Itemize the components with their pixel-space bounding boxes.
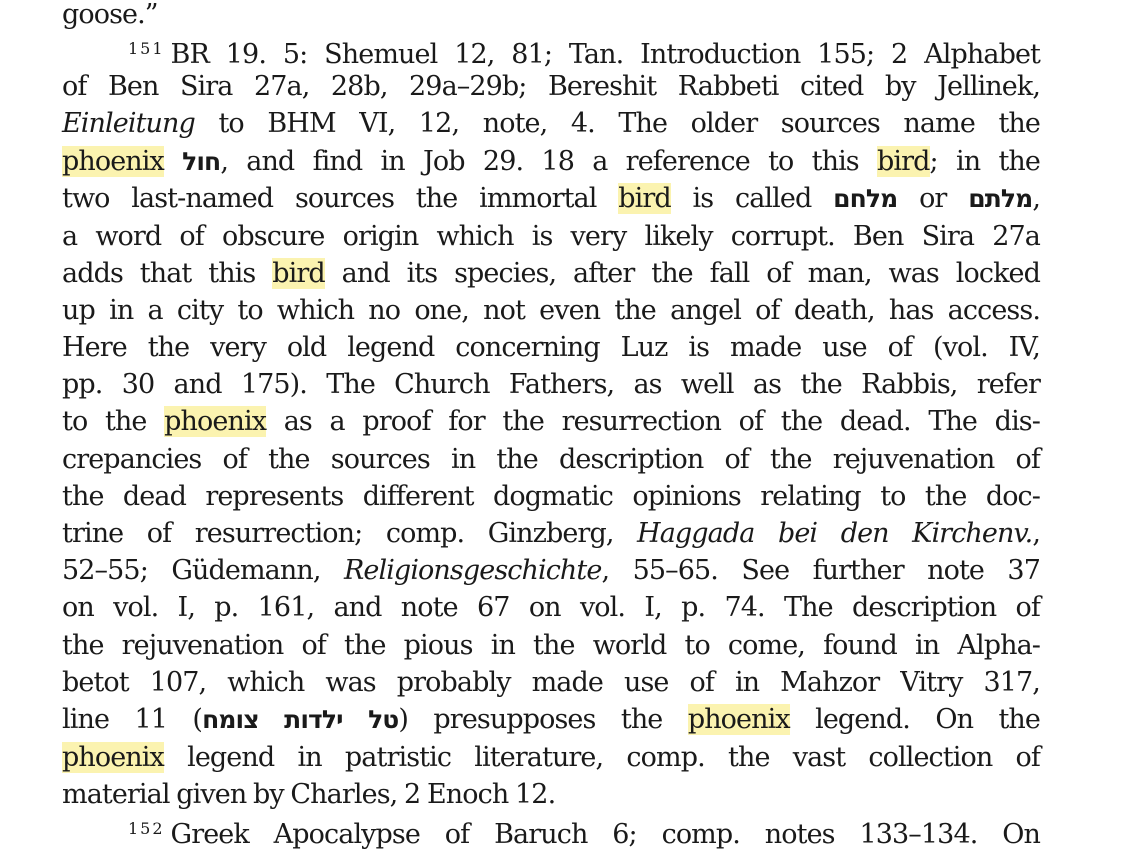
text-segment: to BHM VI, 12, note, 4. The older sources name the	[194, 108, 1040, 139]
text-segment: two last-named sources the immortal	[62, 183, 619, 214]
text-segment: the dead represents different dogmatic opinions relating to the doc-	[62, 481, 1040, 512]
highlighted-term: phoenix	[62, 146, 164, 177]
text-line	[62, 515, 1040, 552]
text-segment: betot 107, which was probably made use of in Mahzor Vitry 317,	[62, 667, 1040, 698]
italic-title: Religionsgeschichte	[343, 555, 602, 586]
text-segment: ,	[1032, 183, 1040, 214]
text-segment: as a proof for the resurrection of the dead. The dis-	[266, 406, 1040, 437]
text-segment: pp. 30 and 175). The Church Fathers, as well as the Rabbis, refer	[62, 369, 1040, 400]
italic-title: Einleitung	[62, 108, 195, 139]
highlighted-term: bird	[272, 258, 325, 289]
text-segment: Here the very old legend concerning Luz is made use of (vol. IV,	[62, 332, 1040, 363]
text-line	[62, 292, 1040, 329]
text-segment: ) presupposes the	[398, 704, 688, 735]
highlighted-term: bird	[877, 146, 930, 177]
text-segment: ; in the	[929, 146, 1040, 177]
hebrew-term: טל ילדות צומח	[202, 705, 399, 734]
text-segment: legend in patristic literature, comp. the vast collection of	[163, 742, 1040, 773]
text-line	[62, 441, 1040, 478]
text-segment: ,	[1032, 518, 1040, 549]
text-segment: goose.”	[62, 0, 158, 30]
text-line	[62, 0, 1040, 33]
text-line	[62, 776, 1040, 813]
text-segment: or	[897, 183, 969, 214]
text-line	[62, 627, 1040, 664]
text-line	[62, 701, 1040, 738]
text-segment: to the	[62, 406, 165, 437]
text-line	[62, 478, 1040, 515]
text-line	[62, 589, 1040, 626]
text-segment: , 55–65. See further note 37	[601, 555, 1040, 586]
hebrew-term: מלתם	[968, 184, 1033, 213]
text-segment: on vol. I, p. 161, and note 67 on vol. I, p. 74. The description of	[62, 592, 1040, 623]
text-line	[62, 68, 1040, 105]
text-line	[62, 218, 1040, 255]
highlighted-term: phoenix	[62, 742, 164, 773]
text-segment: Greek Apocalypse of Baruch 6; comp. notes 133–134. On	[170, 819, 1040, 850]
text-segment: adds that this	[62, 258, 273, 289]
text-segment: material given by Charles, 2 Enoch 12.	[62, 779, 556, 810]
text-line	[62, 180, 1040, 217]
italic-title: Haggada bei den Kirchenv.	[637, 518, 1033, 549]
footnote-number: 152	[128, 819, 165, 838]
text-segment	[164, 146, 182, 177]
text-segment: the rejuvenation of the pious in the world to come, found in Alpha-	[62, 630, 1040, 661]
text-line	[62, 552, 1040, 589]
highlighted-term: phoenix	[164, 406, 267, 437]
text-segment: of Ben Sira 27a, 28b, 29a–29b; Bereshit Rabbeti cited by Jellinek,	[62, 71, 1040, 102]
text-line	[62, 105, 1040, 142]
text-segment: trine of resurrection; comp. Ginzberg,	[62, 518, 638, 549]
highlighted-term: bird	[618, 183, 671, 214]
text-segment: a word of obscure origin which is very likely corrupt. Ben Sira 27a	[62, 221, 1040, 252]
text-line	[62, 329, 1040, 366]
text-segment: legend. On the	[789, 704, 1041, 735]
hebrew-term: מלחם	[833, 184, 898, 213]
text-segment: and its species, after the fall of man, was locked	[324, 258, 1040, 289]
text-segment: 52–55; Güdemann,	[62, 555, 344, 586]
highlighted-term: phoenix	[687, 704, 790, 735]
footnote-151-start	[128, 30, 1040, 70]
text-segment: line 11 (	[62, 704, 203, 735]
text-line	[62, 255, 1040, 292]
text-segment: BR 19. 5: Shemuel 12, 81; Tan. Introduction 155; 2 Alphabet	[170, 39, 1040, 70]
text-segment: crepancies of the sources in the description of the rejuvenation of	[62, 444, 1040, 475]
text-line	[62, 664, 1040, 701]
text-segment: up in a city to which no one, not even the angel of death, has access.	[62, 295, 1040, 326]
text-line	[62, 143, 1040, 180]
text-line	[62, 739, 1040, 776]
text-segment: , and find in Job 29. 18 a reference to this	[220, 146, 878, 177]
text-segment: is called	[670, 183, 834, 214]
footnote-number: 151	[128, 39, 165, 58]
text-line	[62, 366, 1040, 403]
hebrew-term: חול	[182, 147, 221, 176]
text-line	[62, 403, 1040, 440]
footnote-152-start	[128, 810, 1040, 850]
